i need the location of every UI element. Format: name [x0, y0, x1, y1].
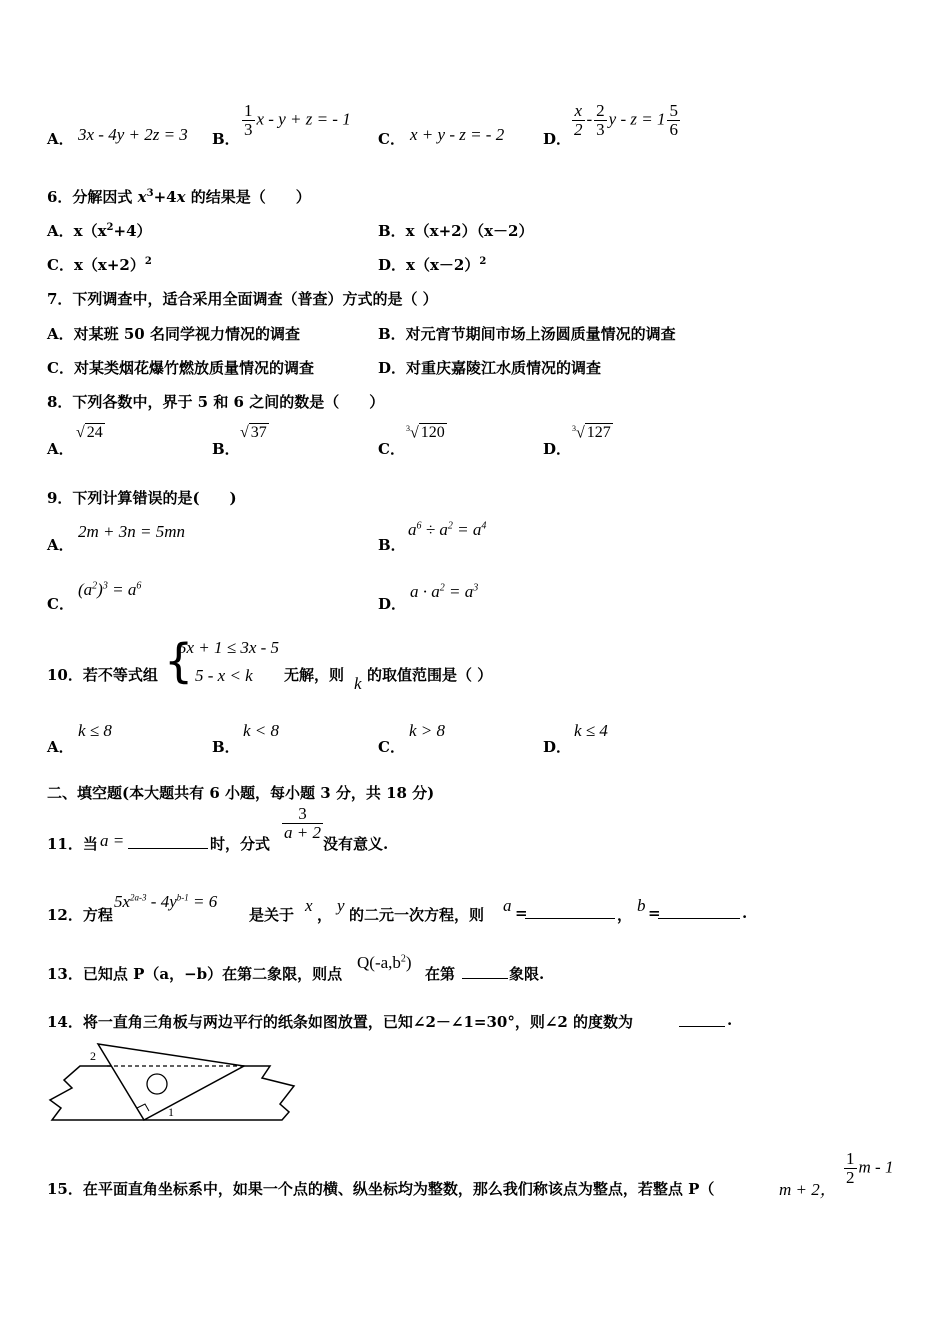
q6-stem-c: +4: [153, 188, 177, 206]
q5-c-expr: x + y - z = - 2: [410, 125, 505, 144]
q8-b-expr: √ 37: [240, 424, 267, 441]
q5-d-num1: x: [572, 102, 585, 121]
q14-answer-blank[interactable]: [679, 1026, 725, 1027]
q8-a-expr: √ 24: [76, 424, 103, 441]
q10-brace: {: [164, 634, 194, 688]
q10-line2: 5 - x < k: [195, 666, 253, 685]
q9-b-eq: =: [452, 520, 473, 539]
q6-a-end: +4）: [113, 222, 152, 240]
q5-d-den1: 2: [574, 119, 583, 139]
q11-mid: 时，分式: [210, 835, 271, 853]
q9-a-label: A．: [47, 536, 74, 554]
q12-x: x: [305, 896, 313, 915]
q8-stem: 8．下列各数中，界于 5 和 6 之间的数是（ ）: [47, 393, 385, 411]
q8-d-val: 127: [586, 424, 611, 442]
q12-eq1: =: [515, 904, 528, 922]
q12-a-blank[interactable]: [525, 918, 615, 919]
q11-den: a + 2: [284, 822, 321, 842]
q10-d-label: D．: [543, 738, 572, 756]
q5-d-expr: [570, 102, 682, 139]
q7-option-a: A．对某班 50 名同学视力情况的调查: [47, 325, 300, 343]
q5-d-mixnum: 5: [669, 101, 678, 120]
q12-prefix: 12．方程: [47, 906, 113, 924]
angle-1-label: 1: [168, 1105, 174, 1119]
q8-a-val: 24: [86, 424, 103, 441]
q9-b-base3: a: [472, 520, 482, 539]
q12-b-var: b: [637, 896, 646, 915]
q9-d-exp1: 2: [439, 582, 445, 594]
q8-b-val: 37: [250, 424, 267, 441]
q7-option-d: D．对重庆嘉陵江水质情况的调查: [378, 359, 602, 377]
q9-c-open: (a: [78, 580, 93, 599]
q10-stem-c: 的取值范围是（ ）: [367, 666, 493, 684]
q8-d-expr: $^3$√ 127: [572, 424, 611, 442]
q10-stem-b: 无解，则: [284, 666, 345, 684]
q12-about: 是关于: [249, 906, 295, 924]
q10-a-label: A．: [47, 738, 74, 756]
q11-suffix: 没有意义.: [323, 835, 389, 853]
q8-a-label: A．: [47, 440, 74, 458]
q11-var: a =: [100, 831, 125, 850]
q10-a-expr: k ≤ 8: [78, 721, 112, 740]
q9-b-exp2: 2: [447, 520, 453, 532]
q9-b-op: ÷: [421, 520, 440, 539]
q15-fraction-expr: [842, 1150, 893, 1187]
q12-t2: - 4y: [146, 892, 177, 911]
q5-d-num2: 2: [596, 101, 605, 120]
q13-close: ): [405, 953, 412, 972]
q5-d-mid: -: [586, 109, 593, 129]
q5-d-rest: y - z = 1: [608, 109, 666, 129]
q5-c-label: C．: [378, 130, 405, 148]
q12-t3: = 6: [188, 892, 218, 911]
q5-b-num: 1: [244, 101, 253, 120]
q12-b-blank[interactable]: [658, 918, 740, 919]
q8-b-label: B．: [212, 440, 240, 458]
q15-den: 2: [846, 1167, 855, 1187]
q12-a-var: a: [503, 896, 512, 915]
q10-c-expr: k > 8: [409, 721, 446, 740]
q5-d-label: D．: [543, 130, 572, 148]
q6-stem: [47, 186, 311, 207]
q6-a-text: A．x（x: [47, 222, 107, 240]
q14-figure: [44, 1036, 306, 1126]
q6-d-text: D．x（x－2）: [378, 256, 480, 274]
q10-stem-a: 10．若不等式组: [47, 666, 158, 684]
q6-stem-sup: 3: [146, 188, 154, 199]
q8-c-val: 120: [420, 424, 445, 442]
q5-b-rest: x - y + z = - 1: [256, 109, 351, 129]
q12-t1: 5x: [114, 892, 131, 911]
q9-d-expr: [410, 582, 478, 602]
q15-expr: m + 2，: [779, 1180, 837, 1199]
q13-mid: 在第: [425, 965, 456, 983]
q12-mid: 的二元一次方程，则: [349, 906, 485, 924]
q7-option-b: B．对元宵节期间市场上汤圆质量情况的调查: [378, 325, 676, 343]
q15-stem: 15．在平面直角坐标系中，如果一个点的横、纵坐标均为整数，那么我们称该点为整点，若整点 P（: [47, 1180, 715, 1198]
q15-rest: m - 1: [858, 1157, 894, 1177]
q12-e1: 2a-3: [130, 892, 147, 903]
q12-end: .: [742, 904, 748, 922]
q9-b-base1: a: [408, 520, 417, 539]
q9-c-eq: = a: [107, 580, 137, 599]
q13-expr: Q(-a,b: [357, 953, 401, 972]
q5-d-mixden: 6: [669, 119, 678, 139]
q11-num: 3: [282, 805, 323, 824]
q5-b-den: 3: [244, 119, 253, 139]
q9-b-expr: [408, 520, 486, 540]
q9-d-exp2: 3: [473, 582, 479, 594]
q13-point: [357, 953, 412, 973]
q9-b-base2: a: [439, 520, 448, 539]
q9-d-text: a · a: [410, 582, 440, 601]
q9-b-label: B．: [378, 536, 406, 554]
q9-c-exp3: 6: [136, 580, 142, 592]
q8-c-expr: $^3$√ 120: [406, 424, 445, 442]
q5-b-expr: [240, 102, 351, 139]
q10-c-label: C．: [378, 738, 405, 756]
q6-stem-b: x: [137, 188, 147, 206]
q12-eq2: =: [648, 904, 661, 922]
q9-b-exp3: 4: [481, 520, 487, 532]
q5-d-den2: 3: [596, 119, 605, 139]
q6-d-sup: 2: [479, 256, 487, 267]
q9-d-label: D．: [378, 595, 407, 613]
section-title: 二、填空题(本大题共有 6 小题，每小题 3 分，共 18 分): [47, 784, 435, 802]
q6-c-sup: 2: [144, 256, 152, 267]
q6-a-sup: 2: [106, 222, 114, 233]
q6-option-c: [47, 254, 152, 275]
q10-d-expr: k ≤ 4: [574, 721, 608, 740]
q8-c-idx: 3: [406, 424, 410, 433]
q13-answer-blank[interactable]: [462, 978, 508, 979]
q6-option-d: [378, 254, 486, 275]
q13-prefix: 13．已知点 P（a，−b）在第二象限，则点: [47, 965, 343, 983]
q13-exp: 2: [400, 953, 406, 965]
q10-line1: 5x + 1 ≤ 3x - 5: [178, 638, 280, 657]
q8-d-label: D．: [543, 440, 572, 458]
q8-d-idx: 3: [572, 424, 576, 433]
q11-prefix: 11．当: [47, 835, 98, 853]
q6-stem-d: x: [176, 188, 186, 206]
q9-c-label: C．: [47, 595, 74, 613]
q9-c-exp1: 2: [92, 580, 98, 592]
q7-stem: 7．下列调查中，适合采用全面调查（普查）方式的是（ ）: [47, 290, 438, 308]
q12-sep: ，: [617, 906, 633, 924]
q10-b-expr: k < 8: [243, 721, 280, 740]
q12-e2: b-1: [176, 892, 189, 903]
q11-fraction: [280, 805, 325, 842]
q15-num: 1: [846, 1149, 855, 1168]
q7-option-c: C．对某类烟花爆竹燃放质量情况的调查: [47, 359, 314, 377]
q11-answer-blank[interactable]: [128, 848, 208, 849]
q9-c-close: ): [97, 580, 103, 599]
q9-c-exp2: 3: [102, 580, 108, 592]
q6-option-b: B．x（x+2）（x－2）: [378, 222, 534, 240]
q9-stem: 9．下列计算错误的是( ): [47, 489, 237, 507]
q5-a-label: A．: [47, 130, 74, 148]
q6-c-text: C．x（x+2）: [47, 256, 145, 274]
q9-a-expr: 2m + 3n = 5mn: [78, 522, 185, 541]
q8-c-label: C．: [378, 440, 405, 458]
q9-d-eq: = a: [444, 582, 474, 601]
q13-suffix: 象限.: [509, 965, 545, 983]
q5-a-expr: 3x - 4y + 2z = 3: [78, 125, 188, 144]
q14-stem: 14．将一直角三角板与两边平行的纸条如图放置，已知∠2－∠1=30°，则∠2 的度数为: [47, 1013, 634, 1031]
q12-y: y: [337, 896, 345, 915]
q9-b-exp1: 6: [416, 520, 422, 532]
q6-stem-a: 6．分解因式: [47, 188, 138, 206]
q6-stem-e: 的结果是（ ）: [185, 188, 311, 206]
q12-equation: [114, 892, 217, 912]
q5-option-a: [47, 128, 74, 149]
q6-option-a: [47, 220, 152, 241]
q10-b-label: B．: [212, 738, 240, 756]
angle-2-label: 2: [90, 1049, 96, 1063]
q10-var: k: [354, 674, 362, 693]
q9-c-expr: [78, 580, 141, 600]
q14-end: .: [727, 1011, 733, 1029]
q12-comma1: ，: [317, 906, 333, 924]
q5-b-label: B．: [212, 130, 240, 148]
